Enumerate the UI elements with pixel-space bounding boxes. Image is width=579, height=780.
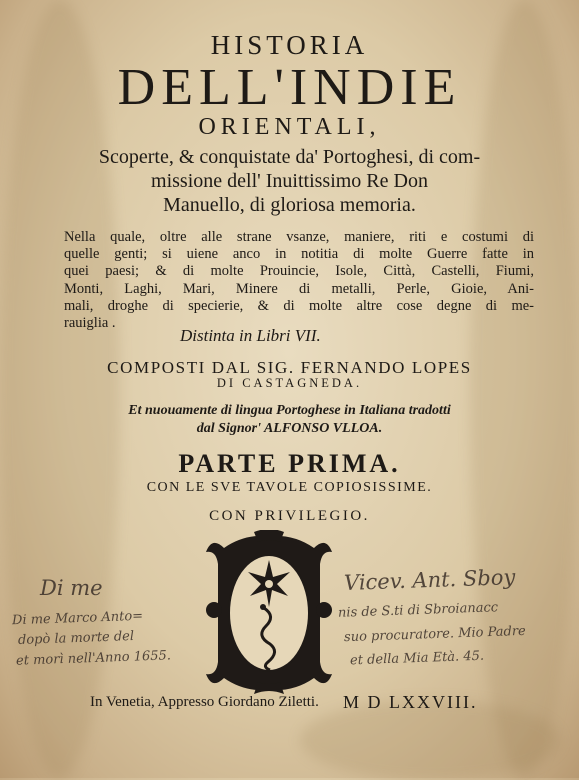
description-line: quei paesi; & di molte Prouincie, Isole, Città, Castelli, Fiumi, — [64, 263, 534, 280]
description-paragraph — [64, 229, 534, 332]
handwritten-note-left-line: dopò la morte del — [17, 628, 135, 649]
handwritten-note-right-line: nis de S.ti di Sbroianacc — [337, 600, 499, 621]
printer-device-emblem — [204, 530, 334, 695]
author-line-1: COMPOSTI DAL SIG. FERNANDO LOPES — [107, 358, 472, 377]
imprint-line: In Venetia, Appresso Giordano Ziletti. — [90, 694, 319, 710]
subtitle-line-3: Manuello, di gloriosa memoria. — [163, 194, 416, 216]
description-line: Monti, Laghi, Mari, Minere di metalli, Perle, Gioie, Ani- — [64, 280, 534, 297]
handwritten-note-right-top: Vicev. Ant. Sboy — [343, 565, 516, 595]
title-historia: HISTORIA — [210, 30, 369, 60]
title-dellindie: DELL'INDIE — [117, 59, 462, 116]
handwritten-note-left-line: Di me Marco Anto= — [11, 608, 144, 629]
distinta-line: Distinta in Libri VII. — [180, 326, 321, 345]
translation-line-2: dal Signor' ALFONSO VLLOA. — [196, 421, 383, 436]
description-line: quelle genti; si uiene anco in notitia di molte Guerre fatte in — [64, 246, 534, 263]
tables-line: CON LE SVE TAVOLE COPIOSISSIME. — [146, 480, 433, 495]
title-orientali: ORIENTALI, — [198, 114, 381, 140]
part-heading: PARTE PRIMA. — [178, 449, 401, 478]
translation-line-1: Et nuouamente di lingua Portoghese in Italiana tradotti — [128, 403, 451, 418]
description-line: rauiglia . — [64, 315, 116, 332]
subtitle-line-1: Scoperte, & conquistate da' Portoghesi, di com- — [98, 146, 481, 168]
description-line: mali, droghe di specierie, & di molte altre cose degne di me- — [64, 297, 534, 314]
handwritten-note-right-line: et della Mia Età. 45. — [349, 648, 485, 669]
publication-date: M D LXXVIII. — [343, 692, 478, 712]
author-line-2: DI CASTAGNEDA. — [216, 376, 363, 390]
handwritten-note-right-line: suo procuratore. Mio Padre — [343, 623, 526, 646]
subtitle-line-2: missione dell' Inuittissimo Re Don — [151, 170, 428, 192]
description-line: Nella quale, oltre alle strane vsanze, maniere, riti e costumi di — [64, 229, 534, 245]
privilege-line: CON PRIVILEGIO. — [209, 508, 370, 524]
handwritten-note-left-line: et morì nell'Anno 1655. — [15, 648, 172, 669]
handwritten-note-left-top: Di me — [40, 576, 103, 600]
